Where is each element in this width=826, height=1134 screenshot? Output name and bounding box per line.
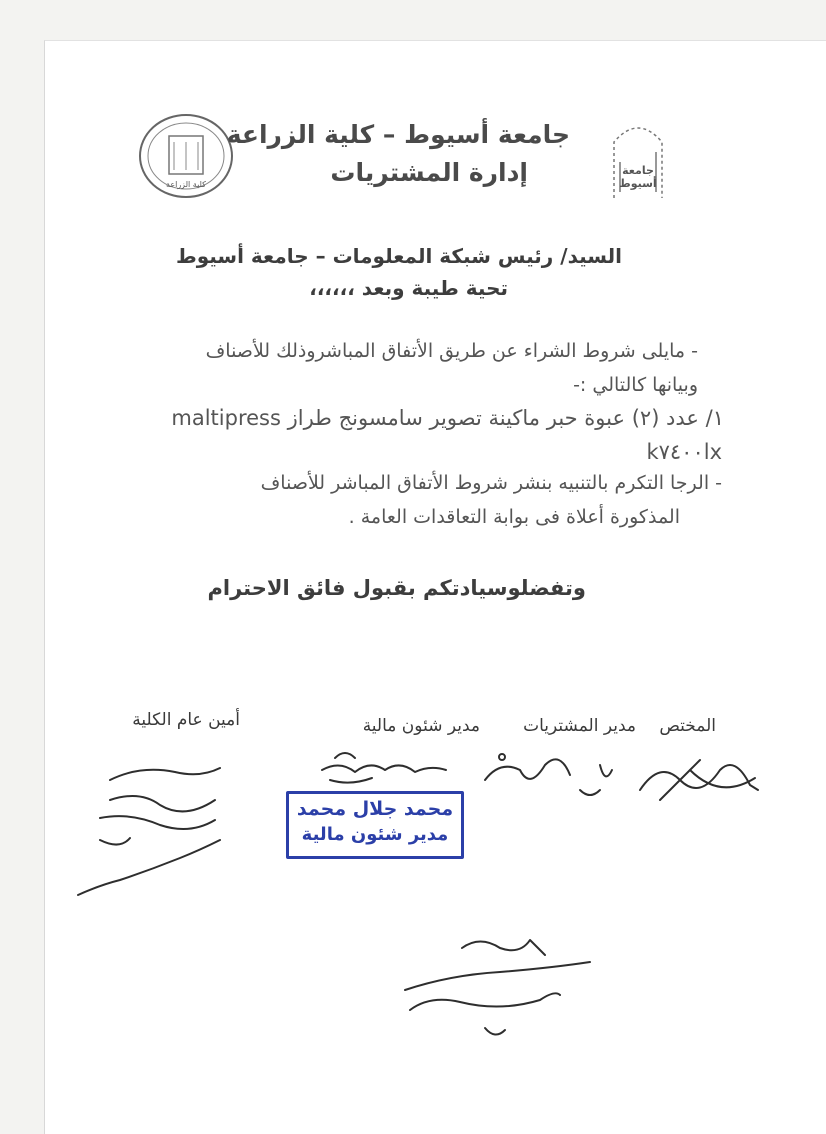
official-stamp xyxy=(286,791,464,859)
greeting-line: تحية طيبة وبعد ،،،،،، xyxy=(309,276,508,300)
stamp-name: محمد جلال محمد xyxy=(296,798,454,820)
item-1-line-1: ١/ عدد (٢) عبوة حبر ماكينة تصوير سامسونج طراز maltipress xyxy=(171,406,724,430)
body-paragraph-1-line-1: - مايلى شروط الشراء عن طريق الأتفاق المباشروذلك للأصناف xyxy=(205,340,698,362)
stamp-title: مدير شئون مالية xyxy=(301,824,449,845)
seal-caption: كلية الزراعة xyxy=(166,180,206,189)
signature-label-secretary-general: أمين عام الكلية xyxy=(132,710,240,730)
body-paragraph-1-line-2: وبيانها كالتالي :- xyxy=(573,374,698,396)
addressee-line: السيد/ رئيس شبكة المعلومات – جامعة أسيوط xyxy=(175,244,622,268)
signature-label-finance-manager: مدير شئون مالية xyxy=(362,716,480,736)
university-title: جامعة أسيوط – كلية الزراعة xyxy=(226,120,570,149)
body-paragraph-2-line-1: - الرجا التكرم بالتنبيه بنشر شروط الأتفاق المباشر للأصناف xyxy=(260,472,722,494)
body-paragraph-2-line-2: المذكورة أعلاة فى بوابة التعاقدات العامة . xyxy=(348,506,680,528)
item-1-line-2: k٧٤٠٠lx xyxy=(646,440,722,464)
department-title: إدارة المشتريات xyxy=(330,158,528,187)
signature-label-purchasing-manager: مدير المشتريات xyxy=(523,716,636,736)
logo-caption: جامعة أسيوط xyxy=(619,164,657,190)
signature-label-specialist: المختص xyxy=(659,716,716,736)
closing-line: وتفضلوسيادتكم بقبول فائق الاحترام xyxy=(207,576,586,600)
